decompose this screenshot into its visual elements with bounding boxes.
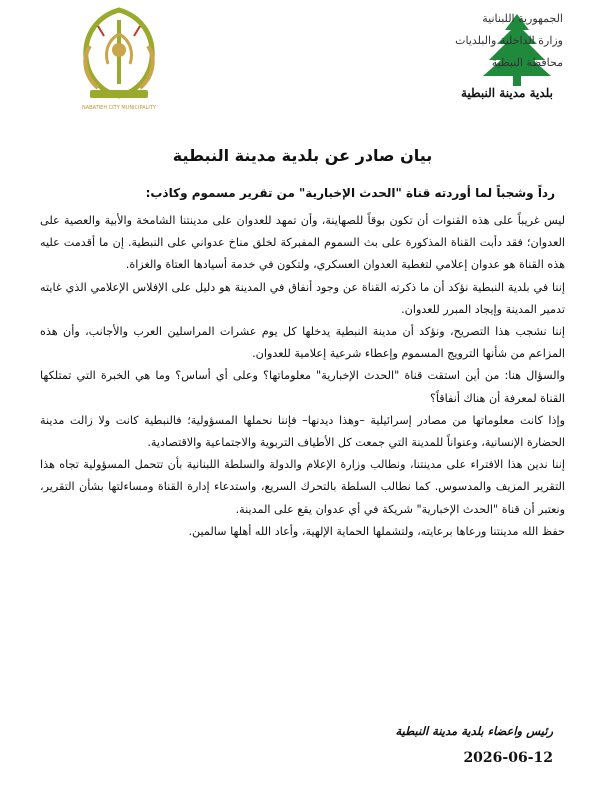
letterhead-ministry: وزارة الداخلية والبلديات [455, 34, 563, 47]
body-paragraph: حفظ الله مدينتنا ورعاها برعايته، ولتشملها الحماية الإلهية، وأعاد الله أهلها سالمين. [188, 524, 565, 538]
municipality-logo [68, 6, 170, 118]
letterhead-header [0, 0, 605, 115]
letterhead-text [423, 8, 563, 74]
signature-line: رئيس واعضاء بلدية مدينة النبطية [395, 724, 553, 738]
body-paragraph: وإذا كانت معلوماتها من مصادر إسرائيلية –وهذا ديدنها– فإننا نحملها المسؤولية؛ فالنبطية كانت ولا زالت مدينة الحضارة الإنسانية، وعنواناً للمدينة التي جمعت كل الأطياف التربوية والاجتماعية والاقتصادية. [40, 413, 565, 450]
document-title: بيان صادر عن بلدية مدينة النبطية [172, 146, 433, 165]
document-subtitle: رداً وشجباً لما أوردته قناة "الحدث الإخبارية" من تقرير مسموم وكاذب: [145, 186, 555, 200]
letterhead-governorate: محافظة النبطية [491, 56, 563, 69]
body-paragraph: ليس غريباً على هذه القنوات أن تكون بوقاً للصهاينة، وأن تمهد للعدوان على مدينتنا الشامخة والأبية والعصية على العدوان؛ فقد دأبت القناة المذكورة على بث السموم المفبركة لخلق مناخ عدواني على النبطية. إن ما أقدمت عليه هذه القناة هو عدوان إعلامي لتغطية العدوان العسكري، ولتكون في خدمة أسيادها العتاة والغزاة. [40, 214, 565, 272]
body-paragraph: إننا ندين هذا الافتراء على مدينتنا، ونطالب وزارة الإعلام والدولة والسلطة اللبنانية بأن تتحمل المسؤولية تجاه هذا التقرير المزيف والمدسوس. كما نطالب السلطة بالتحرك السريع، واستدعاء إدارة القناة ومساءلتها بشأن التقرير، ونعتبر أن قناة "الحدث الإخبارية" شريكة في أي عدوان يقع على المدينة. [40, 458, 565, 516]
document-body [40, 210, 565, 543]
letterhead-municipality: بلدية مدينة النبطية [461, 86, 553, 100]
body-paragraph: والسؤال هنا: من أين استقت قناة "الحدث الإخبارية" معلوماتها؟ وعلى أي أساس؟ وما هي الخبرة التي تمتلكها القناة لمعرفة أن هناك أنفاقاً؟ [40, 369, 565, 405]
letterhead-republic: الجمهورية اللبنانية [482, 12, 563, 25]
body-paragraph: إننا نشجب هذا التصريح، ونؤكد أن مدينة النبطية يدخلها كل يوم عشرات المراسلين العرب والأجانب، وأن هذه المزاعم من شأنها الترويج المسموم وإعطاء شرعية إعلامية للعدوان. [40, 325, 565, 361]
document-date: 2026-06-12 [463, 750, 553, 766]
body-paragraph: إننا في بلدية النبطية نؤكد أن ما ذكرته القناة عن وجود أنفاق في المدينة هو دليل على الإفلاس الإعلامي الذي غايته تدمير المدينة وإيجاد المبرر للعدوان. [40, 280, 565, 316]
logo-caption-en: NABATIEH CITY MUNICIPALITY [82, 105, 156, 111]
